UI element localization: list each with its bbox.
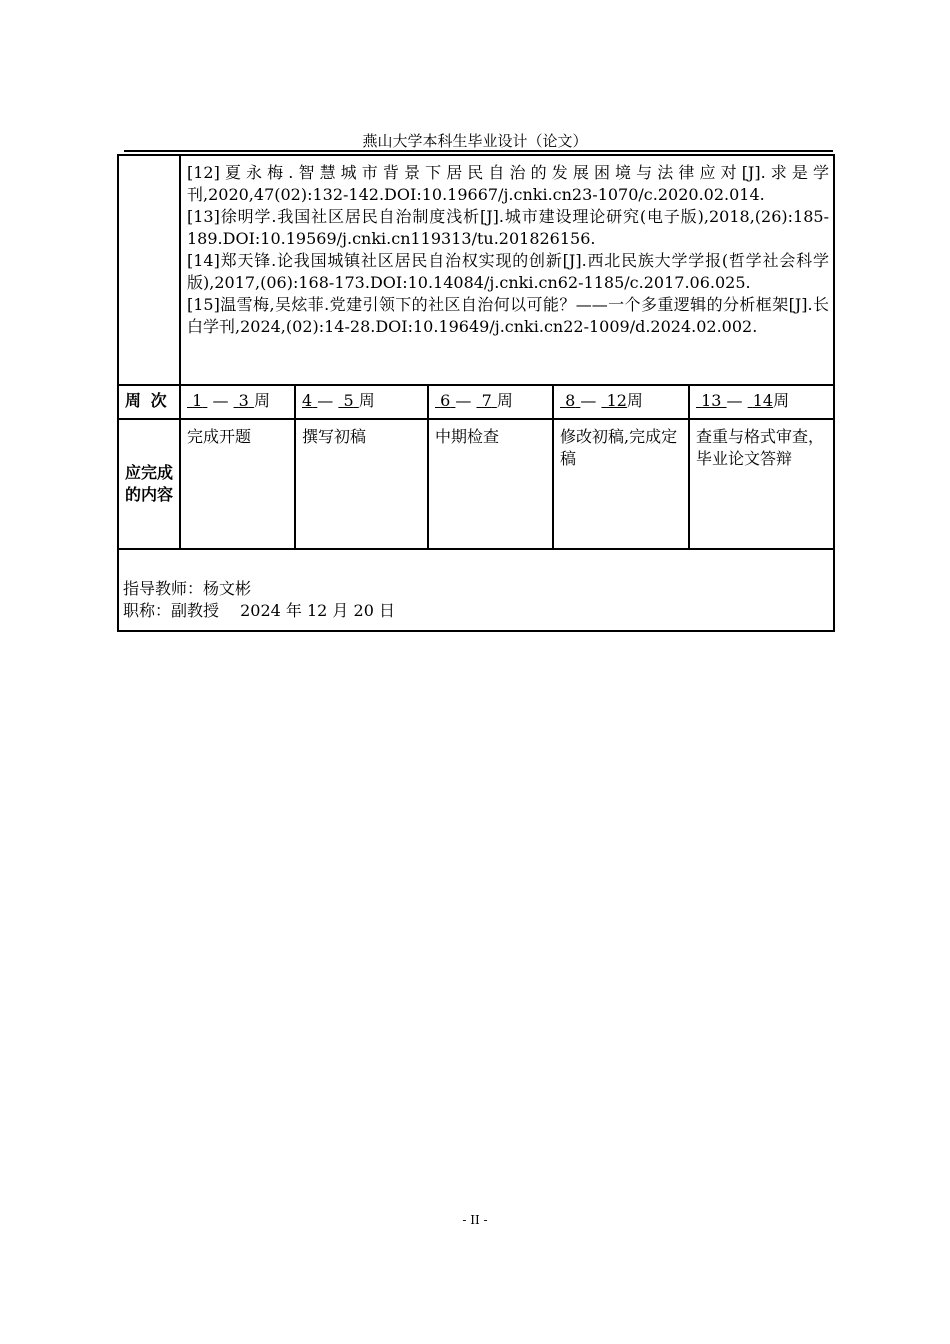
week-range-1: 1 — 3 周 <box>180 385 295 419</box>
week-range-2: 4 — 5 周 <box>295 385 428 419</box>
advisor-name: 指导教师：杨文彬 <box>123 579 252 598</box>
schedule-task-row <box>118 419 834 549</box>
task-2: 撰写初稿 <box>295 419 428 549</box>
advisor-title-date: 职称：副教授 2024 年 12 月 20 日 <box>123 601 395 620</box>
reference-item: [12]夏永梅.智慧城市背景下居民自治的发展困境与法律应对[J].求是学刊,2020,47(02):132-142.DOI:10.19667/j.cnki.cn23-1070/c.2020.02.014. <box>187 163 829 204</box>
advisor-row <box>118 549 834 631</box>
page-number: - II - <box>462 1213 488 1227</box>
running-header: 燕山大学本科生毕业设计（论文） <box>362 132 588 150</box>
schedule-week-row <box>118 385 834 419</box>
task-5: 查重与格式审查，毕业论文答辩 <box>689 419 834 549</box>
reference-item: [13]徐明学.我国社区居民自治制度浅析[J].城市建设理论研究(电子版),2018,(26):185-189.DOI:10.19569/j.cnki.cn119313/tu.201826156. <box>187 207 829 248</box>
week-label: 周 次 <box>118 385 180 419</box>
reference-item: [15]温雪梅,吴炫菲.党建引领下的社区自治何以可能？——一个多重逻辑的分析框架[J].长白学刊,2024,(02):14-28.DOI:10.19649/j.cnki.cn22-1009/d.2024.02.002. <box>187 295 829 336</box>
task-1: 完成开题 <box>180 419 295 549</box>
task-3: 中期检查 <box>428 419 553 549</box>
header-rule <box>124 150 833 152</box>
reference-item: [14]郑天锋.论我国城镇社区居民自治权实现的创新[J].西北民族大学学报(哲学社会科学版),2017,(06):168-173.DOI:10.14084/j.cnki.cn62-1185/c.2017.06.025. <box>187 251 829 292</box>
task-form-table <box>117 154 835 632</box>
task-4: 修改初稿,完成定稿 <box>553 419 689 549</box>
week-range-5: 13 — 14周 <box>689 385 834 419</box>
advisor-cell <box>118 549 834 631</box>
references-label-cell <box>118 155 180 385</box>
week-range-4: 8 — 12周 <box>553 385 689 419</box>
references-cell <box>180 155 834 385</box>
references-row <box>118 155 834 385</box>
week-range-3: 6 — 7 周 <box>428 385 553 419</box>
content-label: 应完成的内容 <box>118 419 180 549</box>
